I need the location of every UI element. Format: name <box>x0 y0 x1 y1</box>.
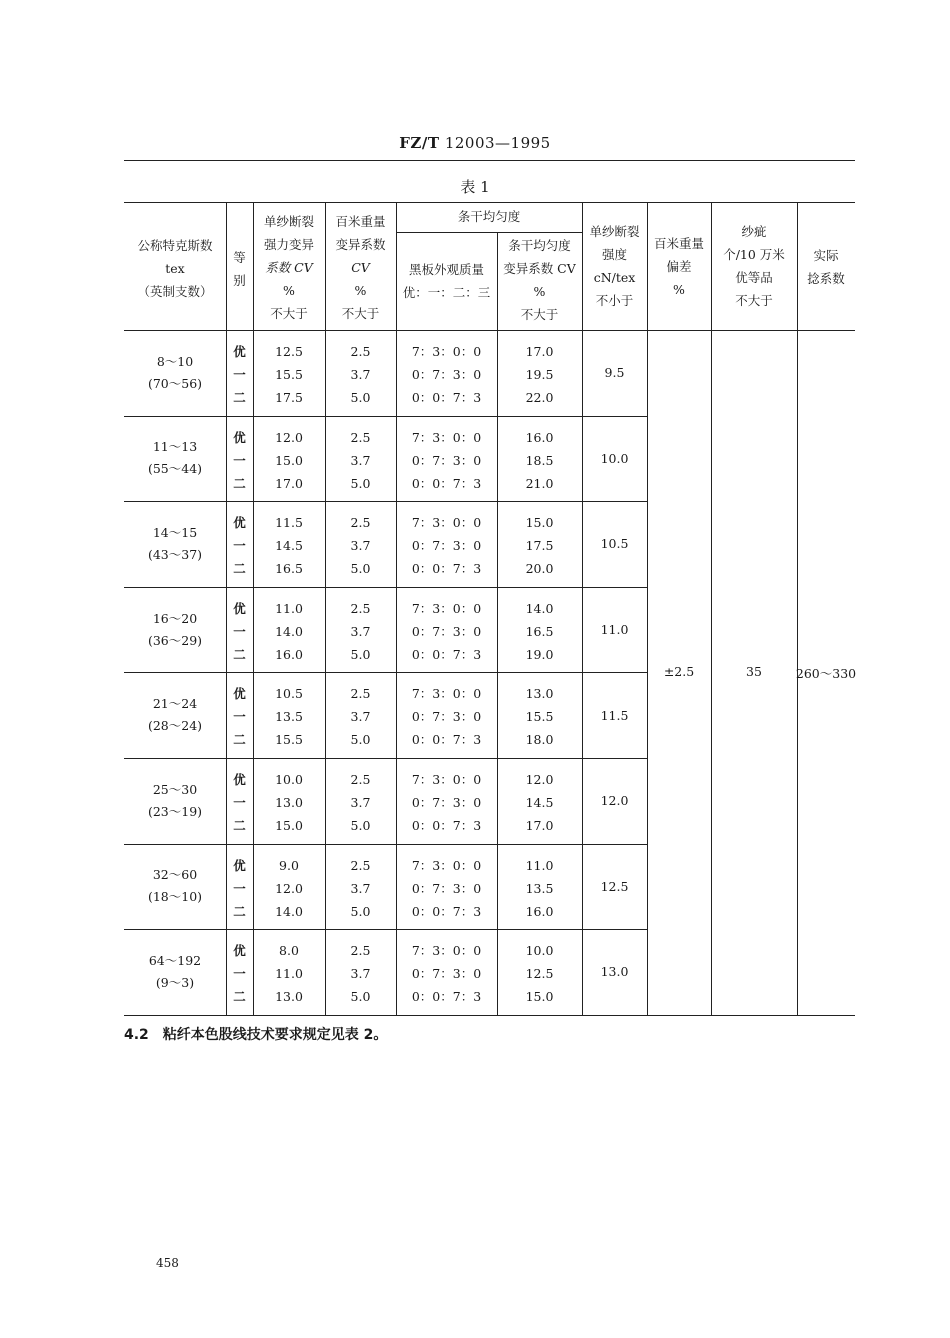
grade-label: 二 <box>233 475 246 491</box>
weight-cv-value: 2.5 <box>350 344 371 359</box>
header-tex <box>124 234 226 303</box>
weight-cv-cell <box>325 682 396 751</box>
grade-label: 二 <box>233 989 246 1005</box>
header-weight-deviation <box>647 232 711 301</box>
tex-cell <box>124 672 226 758</box>
tex-cell <box>124 330 226 416</box>
weight-cv-value: 2.5 <box>350 857 371 873</box>
grade-label: 优 <box>233 515 246 531</box>
strength-cv-value: 11.5 <box>275 515 303 531</box>
twist-value: 260～330 <box>795 666 857 681</box>
header-line: 纱疵 <box>741 224 767 239</box>
tex-range: 11～13 <box>152 439 198 455</box>
weight-cv-value: 2.5 <box>350 515 371 531</box>
blackboard-value: 7：3：0：0 <box>411 600 482 616</box>
tex-cell <box>124 587 226 673</box>
strength-cv-cell <box>253 340 325 409</box>
grade-label: 一 <box>233 623 246 639</box>
strength-cv-value: 13.0 <box>275 989 303 1005</box>
evenness-subrule <box>396 232 582 233</box>
weight-cv-value: 2.5 <box>350 686 371 702</box>
header-line: 实际 <box>813 248 839 263</box>
evenness-cv-value: 14.5 <box>525 795 554 810</box>
evenness-cv-value: 13.0 <box>525 686 554 702</box>
blackboard-value: 7：3：0：0 <box>411 772 482 787</box>
blackboard-value: 0：0：7：3 <box>411 646 482 662</box>
header-line: 个/10 万米 <box>723 247 785 262</box>
header-line: tex <box>165 261 185 276</box>
blackboard-value: 7：3：0：0 <box>411 857 482 873</box>
blackboard-cell <box>396 597 497 666</box>
evenness-cv-value: 22.0 <box>525 390 554 405</box>
grade-label: 一 <box>233 880 246 896</box>
blackboard-value: 0：7：3：0 <box>411 880 482 896</box>
strength-cv-value: 14.0 <box>275 623 303 639</box>
tenacity-value: 12.0 <box>600 793 629 809</box>
blackboard-cell <box>396 939 497 1008</box>
english-count-range: (36～29) <box>147 632 203 648</box>
strength-cv-value: 10.0 <box>275 772 303 787</box>
evenness-cv-value: 10.0 <box>525 943 554 959</box>
tenacity-value: 11.0 <box>600 622 629 638</box>
grade-label: 优 <box>233 686 246 702</box>
evenness-cv-value: 17.5 <box>525 538 554 554</box>
weight-cv-value: 3.7 <box>350 452 371 468</box>
strength-cv-value: 17.0 <box>275 475 303 491</box>
header-line: 优：一：二：三 <box>402 285 491 300</box>
grade-cell <box>226 426 253 495</box>
header-line: 公称特克斯数 <box>137 238 213 253</box>
evenness-cv-value: 15.5 <box>525 709 554 725</box>
strength-cv-value: 15.5 <box>275 367 303 382</box>
weight-cv-value: 5.0 <box>350 903 371 919</box>
header-tenacity <box>582 220 647 312</box>
tenacity-value: 10.5 <box>600 536 629 552</box>
blackboard-value: 0：7：3：0 <box>411 538 482 554</box>
header-line: 单纱断裂 <box>589 224 640 239</box>
neps-value: 35 <box>746 664 762 679</box>
table-caption: 表 1 <box>460 178 490 196</box>
header-evenness-group: 条干均匀度 <box>457 209 521 224</box>
tex-range: 14～15 <box>152 524 198 540</box>
weight-cv-value: 3.7 <box>350 966 371 982</box>
header-evenness-cv <box>497 234 582 326</box>
evenness-cv-value: 12.0 <box>525 772 554 787</box>
strength-cv-value: 16.5 <box>275 561 303 577</box>
evenness-cv-value: 17.0 <box>525 818 554 833</box>
strength-cv-value: 14.5 <box>275 538 303 554</box>
grade-label: 优 <box>233 772 246 787</box>
header-line: 百米重量 <box>653 236 704 251</box>
strength-cv-value: 16.0 <box>275 646 303 662</box>
blackboard-value: 0：7：3：0 <box>411 367 482 382</box>
tenacity-value: 12.5 <box>600 878 629 894</box>
header-line: % <box>533 284 546 299</box>
evenness-cv-cell <box>497 682 582 751</box>
blackboard-value: 0：7：3：0 <box>411 452 482 468</box>
paragraph-4-2: 4.2 粘纤本色股线技术要求规定见表 2。 <box>124 1027 388 1043</box>
blackboard-cell <box>396 426 497 495</box>
evenness-cv-cell <box>497 854 582 923</box>
english-count-range: (23～19) <box>147 803 203 819</box>
strength-cv-cell <box>253 768 325 837</box>
weight-cv-value: 2.5 <box>350 600 371 616</box>
header-twist <box>797 244 855 290</box>
header-line: 黑板外观质量 <box>408 262 484 277</box>
header-line: 系数 CV <box>265 260 313 275</box>
header-line: 强力变异 <box>263 237 314 252</box>
header-line: 等 <box>233 250 246 265</box>
blackboard-value: 0：0：7：3 <box>411 989 482 1005</box>
strength-cv-value: 10.5 <box>275 686 303 702</box>
tenacity-value: 10.0 <box>600 450 629 466</box>
blackboard-value: 0：7：3：0 <box>411 623 482 639</box>
blackboard-value: 0：7：3：0 <box>411 795 482 810</box>
standard-code: 12003—1995 <box>444 134 551 152</box>
weight-cv-value: 3.7 <box>350 538 371 554</box>
blackboard-value: 7：3：0：0 <box>411 515 482 531</box>
grade-cell <box>226 768 253 837</box>
evenness-cv-value: 12.5 <box>525 966 554 982</box>
tex-cell <box>124 416 226 502</box>
grade-cell <box>226 597 253 666</box>
grade-label: 一 <box>233 367 246 382</box>
grade-label: 优 <box>233 429 246 445</box>
weight-cv-cell <box>325 426 396 495</box>
blackboard-cell <box>396 340 497 409</box>
evenness-cv-value: 13.5 <box>525 880 554 896</box>
tex-cell <box>124 844 226 930</box>
strength-cv-cell <box>253 682 325 751</box>
english-count-range: (18～10) <box>147 889 203 905</box>
strength-cv-value: 12.0 <box>275 429 303 445</box>
grade-label: 一 <box>233 538 246 554</box>
weight-cv-value: 5.0 <box>350 732 371 748</box>
tex-range: 21～24 <box>152 696 198 712</box>
english-count-range: (43～37) <box>147 546 203 562</box>
strength-cv-value: 14.0 <box>275 903 303 919</box>
evenness-cv-value: 11.0 <box>525 857 554 873</box>
grade-label: 二 <box>233 646 246 662</box>
blackboard-value: 0：7：3：0 <box>411 966 482 982</box>
evenness-cv-value: 18.0 <box>525 732 554 748</box>
strength-cv-cell <box>253 511 325 580</box>
grade-label: 优 <box>233 943 246 959</box>
blackboard-value: 0：0：7：3 <box>411 818 482 833</box>
weight-deviation-value: ±2.5 <box>663 664 695 679</box>
evenness-cv-value: 14.0 <box>525 600 554 616</box>
header-line: % <box>283 283 295 298</box>
strength-cv-value: 12.5 <box>275 344 303 359</box>
header-line: 不大于 <box>735 293 773 308</box>
weight-cv-cell <box>325 768 396 837</box>
strength-cv-cell <box>253 854 325 923</box>
table-row-group <box>0 758 950 844</box>
header-line: （英制支数） <box>137 284 213 299</box>
weight-cv-value: 5.0 <box>350 646 371 662</box>
tex-range: 8～10 <box>156 353 194 369</box>
blackboard-cell <box>396 854 497 923</box>
table-row-group <box>0 330 950 416</box>
weight-cv-cell <box>325 939 396 1008</box>
header-grade <box>226 246 253 292</box>
blackboard-value: 7：3：0：0 <box>411 686 482 702</box>
english-count-range: (9～3) <box>155 974 195 990</box>
weight-cv-cell <box>325 340 396 409</box>
header-line: % <box>354 283 367 298</box>
header-line: 变异系数 <box>335 237 386 252</box>
evenness-cv-value: 16.0 <box>525 903 554 919</box>
evenness-cv-cell <box>497 597 582 666</box>
strength-cv-value: 15.5 <box>275 732 303 748</box>
header-line: 不大于 <box>520 307 559 322</box>
header-line: 条干均匀度 <box>508 238 571 253</box>
header-line: 单纱断裂 <box>263 214 314 229</box>
strength-cv-cell <box>253 939 325 1008</box>
blackboard-value: 7：3：0：0 <box>411 344 482 359</box>
header-strength-cv <box>253 210 325 325</box>
header-line: cN/tex <box>593 270 636 285</box>
header-line: 百米重量 <box>335 214 386 229</box>
tex-range: 25～30 <box>152 781 198 797</box>
standard-prefix: FZ/T <box>399 134 440 152</box>
header-line: 别 <box>233 273 246 288</box>
header-neps <box>711 220 797 312</box>
evenness-cv-value: 19.0 <box>525 646 554 662</box>
grade-cell <box>226 511 253 580</box>
blackboard-value: 0：0：7：3 <box>411 390 482 405</box>
strength-cv-cell <box>253 426 325 495</box>
evenness-cv-value: 15.0 <box>525 515 554 531</box>
evenness-cv-value: 15.0 <box>525 989 554 1005</box>
weight-cv-value: 2.5 <box>350 772 371 787</box>
strength-cv-value: 8.0 <box>279 943 299 959</box>
tenacity-value: 13.0 <box>600 964 629 980</box>
strength-cv-value: 15.0 <box>275 818 303 833</box>
grade-label: 优 <box>233 344 246 359</box>
blackboard-cell <box>396 768 497 837</box>
table-row-group <box>0 501 950 587</box>
page-number: 458 <box>156 1256 179 1270</box>
blackboard-value: 0：0：7：3 <box>411 732 482 748</box>
grade-label: 二 <box>233 390 246 405</box>
weight-cv-value: 5.0 <box>350 818 371 833</box>
header-line: 捻系数 <box>807 271 845 286</box>
weight-cv-value: 5.0 <box>350 475 371 491</box>
grade-label: 一 <box>233 966 246 982</box>
weight-cv-value: 2.5 <box>350 429 371 445</box>
table-row-group <box>0 416 950 502</box>
header-line: 不小于 <box>595 293 634 308</box>
blackboard-cell <box>396 682 497 751</box>
strength-cv-value: 11.0 <box>275 600 303 616</box>
tex-range: 64～192 <box>148 952 202 968</box>
table-top-rule <box>124 202 855 203</box>
evenness-cv-cell <box>497 340 582 409</box>
blackboard-value: 0：7：3：0 <box>411 709 482 725</box>
header-line: 不大于 <box>270 306 308 321</box>
evenness-cv-value: 21.0 <box>525 475 554 491</box>
evenness-cv-value: 18.5 <box>525 452 554 468</box>
evenness-cv-cell <box>497 768 582 837</box>
strength-cv-value: 13.0 <box>275 795 303 810</box>
weight-cv-cell <box>325 854 396 923</box>
table-row-group <box>0 929 950 1015</box>
weight-cv-cell <box>325 511 396 580</box>
tex-range: 32～60 <box>152 867 198 883</box>
tenacity-value: 9.5 <box>604 365 625 381</box>
weight-cv-value: 5.0 <box>350 989 371 1005</box>
weight-cv-value: 3.7 <box>350 367 371 382</box>
header-line: 优等品 <box>735 270 773 285</box>
strength-cv-value: 12.0 <box>275 880 303 896</box>
grade-label: 二 <box>233 818 246 833</box>
tex-cell <box>124 929 226 1015</box>
tex-cell <box>124 758 226 844</box>
tex-range: 16～20 <box>152 610 198 626</box>
tex-cell <box>124 501 226 587</box>
header-line: 强度 <box>601 247 627 262</box>
grade-cell <box>226 854 253 923</box>
weight-cv-value: 5.0 <box>350 561 371 577</box>
header-line: 变异系数 CV <box>503 261 576 276</box>
grade-label: 一 <box>233 795 246 810</box>
grade-label: 二 <box>233 732 246 748</box>
header-line: 不大于 <box>341 306 380 321</box>
header-blackboard <box>396 258 497 304</box>
grade-label: 一 <box>233 452 246 468</box>
strength-cv-value: 15.0 <box>275 452 303 468</box>
tenacity-value: 11.5 <box>600 707 629 723</box>
strength-cv-value: 17.5 <box>275 390 303 405</box>
strength-cv-value: 13.5 <box>275 709 303 725</box>
header-line: CV <box>351 260 370 275</box>
header-weight-cv <box>325 210 396 325</box>
blackboard-value: 0：0：7：3 <box>411 475 482 491</box>
grade-label: 一 <box>233 709 246 725</box>
weight-cv-value: 3.7 <box>350 795 371 810</box>
blackboard-value: 0：0：7：3 <box>411 903 482 919</box>
weight-cv-value: 5.0 <box>350 390 371 405</box>
blackboard-value: 0：0：7：3 <box>411 561 482 577</box>
weight-cv-value: 3.7 <box>350 880 371 896</box>
weight-cv-value: 3.7 <box>350 623 371 639</box>
evenness-cv-cell <box>497 426 582 495</box>
grade-label: 二 <box>233 561 246 577</box>
evenness-cv-value: 16.0 <box>525 429 554 445</box>
table-bottom-rule <box>124 1015 855 1016</box>
weight-cv-cell <box>325 597 396 666</box>
evenness-cv-cell <box>497 511 582 580</box>
weight-cv-value: 3.7 <box>350 709 371 725</box>
strength-cv-value: 9.0 <box>279 857 299 873</box>
english-count-range: (28～24) <box>147 718 203 734</box>
english-count-range: (70～56) <box>147 375 203 391</box>
blackboard-value: 7：3：0：0 <box>411 429 482 445</box>
evenness-cv-value: 16.5 <box>525 623 554 639</box>
table-row-group <box>0 672 950 758</box>
evenness-cv-value: 20.0 <box>525 561 554 577</box>
grade-label: 优 <box>233 600 246 616</box>
evenness-cv-value: 19.5 <box>525 367 554 382</box>
grade-cell <box>226 939 253 1008</box>
header-line: % <box>673 282 685 297</box>
strength-cv-value: 11.0 <box>275 966 303 982</box>
header-line: 偏差 <box>666 259 692 274</box>
evenness-cv-value: 17.0 <box>525 344 554 359</box>
grade-label: 优 <box>233 857 246 873</box>
grade-cell <box>226 340 253 409</box>
grade-cell <box>226 682 253 751</box>
blackboard-value: 7：3：0：0 <box>411 943 482 959</box>
strength-cv-cell <box>253 597 325 666</box>
table-row-group <box>0 844 950 930</box>
grade-label: 二 <box>233 903 246 919</box>
english-count-range: (55～44) <box>147 461 203 477</box>
table-row-group <box>0 587 950 673</box>
blackboard-cell <box>396 511 497 580</box>
weight-cv-value: 2.5 <box>350 943 371 959</box>
evenness-cv-cell <box>497 939 582 1008</box>
